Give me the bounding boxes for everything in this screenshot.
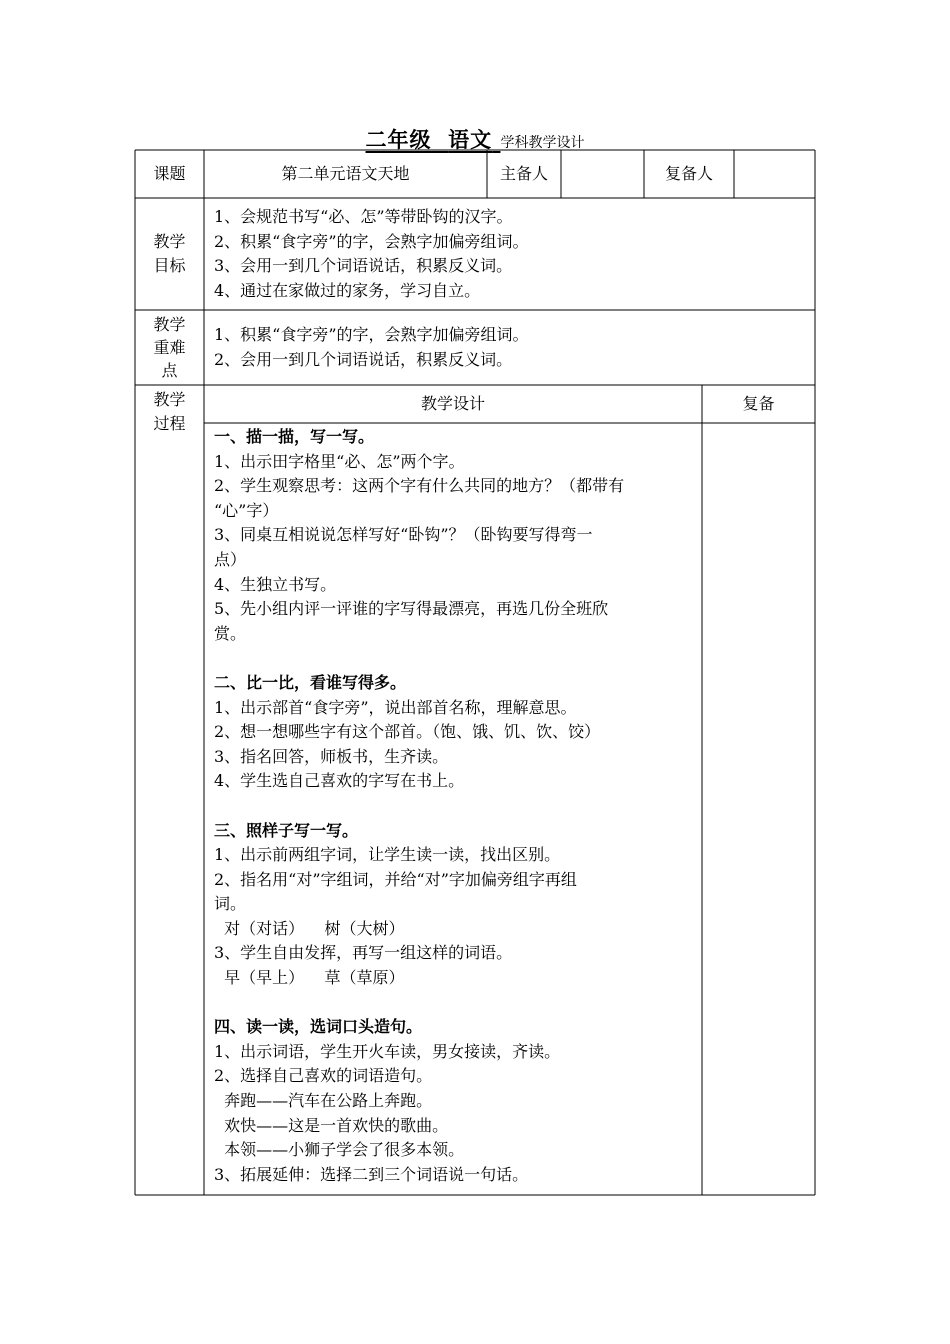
topic-value: 第二单元语文天地 xyxy=(281,164,410,183)
section-line: 点） xyxy=(214,549,247,569)
key-points-label-cell xyxy=(135,310,204,385)
section-line: 1、出示部首“食字旁”，说出部首名称，理解意思。 xyxy=(214,697,577,717)
section-heading: 一、描一描，写一写。 xyxy=(214,427,375,446)
title-subject: 语文 xyxy=(448,128,493,152)
spacer xyxy=(214,794,624,819)
process-label-cell xyxy=(135,388,204,436)
section-line: 2、学生观察思考：这两个字有什么共同的地方？（都带有 xyxy=(214,476,625,496)
section-line: 赏。 xyxy=(214,623,247,643)
title-suffix: 学科教学设计 xyxy=(500,135,585,151)
section-line: 3、指名回答，师板书，生齐读。 xyxy=(214,746,449,766)
section-line: 3、拓展延伸：选择二到三个词语说一句话。 xyxy=(214,1164,529,1184)
section-heading: 二、比一比，看谁写得多。 xyxy=(214,672,407,692)
section-line: 本领——小狮子学会了很多本领。 xyxy=(214,1140,465,1160)
key-points-label: 教学重难点 xyxy=(153,315,186,380)
review-header: 复备 xyxy=(742,394,775,413)
section-line: 词。 xyxy=(214,894,247,914)
objectives-label: 教学目标 xyxy=(153,232,186,275)
section-line: 1、出示词语，学生开火车读，男女接读，齐读。 xyxy=(214,1041,561,1061)
design-content xyxy=(214,425,624,1187)
main-preparer-label: 主备人 xyxy=(499,164,548,183)
section-line: 2、想一想哪些字有这个部首。（饱、饿、饥、饮、饺） xyxy=(214,722,601,742)
section-line: 早（早上） 草（草原） xyxy=(214,968,405,988)
section-line: 3、同桌互相说说怎样写好“卧钩”？（卧钩要写得弯一 xyxy=(214,525,593,545)
key-point-item: 1、积累“食字旁”的字，会熟字加偏旁组词。 xyxy=(214,325,529,344)
section-line: 奔跑——汽车在公路上奔跑。 xyxy=(214,1091,433,1111)
design-header: 教学设计 xyxy=(420,394,485,413)
topic-label: 课题 xyxy=(153,164,186,183)
key-points-list xyxy=(214,323,529,372)
objectives-label-cell xyxy=(135,198,204,310)
objective-item: 3、会用一到几个词语说话，积累反义词。 xyxy=(214,256,513,276)
spacer xyxy=(214,646,624,671)
section-line: 对（对话） 树（大树） xyxy=(214,918,405,938)
objective-item: 4、通过在家做过的家务，学习自立。 xyxy=(214,280,481,300)
section-line: 2、选择自己喜欢的词语造句。 xyxy=(214,1066,433,1086)
section-line: 4、学生选自己喜欢的字写在书上。 xyxy=(214,771,465,791)
section-line: 1、出示田字格里“必、怎”两个字。 xyxy=(214,451,465,471)
co-preparer-value xyxy=(734,150,815,198)
section-line: 3、学生自由发挥，再写一组这样的词语。 xyxy=(214,943,513,963)
section-line: 1、出示前两组字词，让学生读一读，找出区别。 xyxy=(214,845,561,865)
objective-item: 1、会规范书写“必、怎”等带卧钩的汉字。 xyxy=(214,207,513,226)
title-grade: 二年级 xyxy=(365,128,432,152)
section-line: “心”字） xyxy=(214,500,279,520)
section-line: 5、先小组内评一评谁的字写得最漂亮，再选几份全班欣 xyxy=(214,599,609,619)
section-line: 4、生独立书写。 xyxy=(214,574,337,594)
objectives-list xyxy=(214,205,529,303)
co-preparer-label: 复备人 xyxy=(664,164,713,183)
spacer xyxy=(214,991,624,1016)
objective-item: 2、积累“食字旁”的字，会熟字加偏旁组词。 xyxy=(214,231,529,251)
main-preparer-value xyxy=(561,150,644,198)
process-label: 教学过程 xyxy=(153,390,186,433)
section-line: 欢快——这是一首欢快的歌曲。 xyxy=(214,1115,449,1135)
section-line: 2、指名用“对”字组词，并给“对”字加偏旁组字再组 xyxy=(214,869,577,889)
key-point-item: 2、会用一到几个词语说话，积累反义词。 xyxy=(214,349,513,369)
section-heading: 四、读一读，选词口头造句。 xyxy=(214,1017,423,1037)
section-heading: 三、照样子写一写。 xyxy=(214,820,359,840)
